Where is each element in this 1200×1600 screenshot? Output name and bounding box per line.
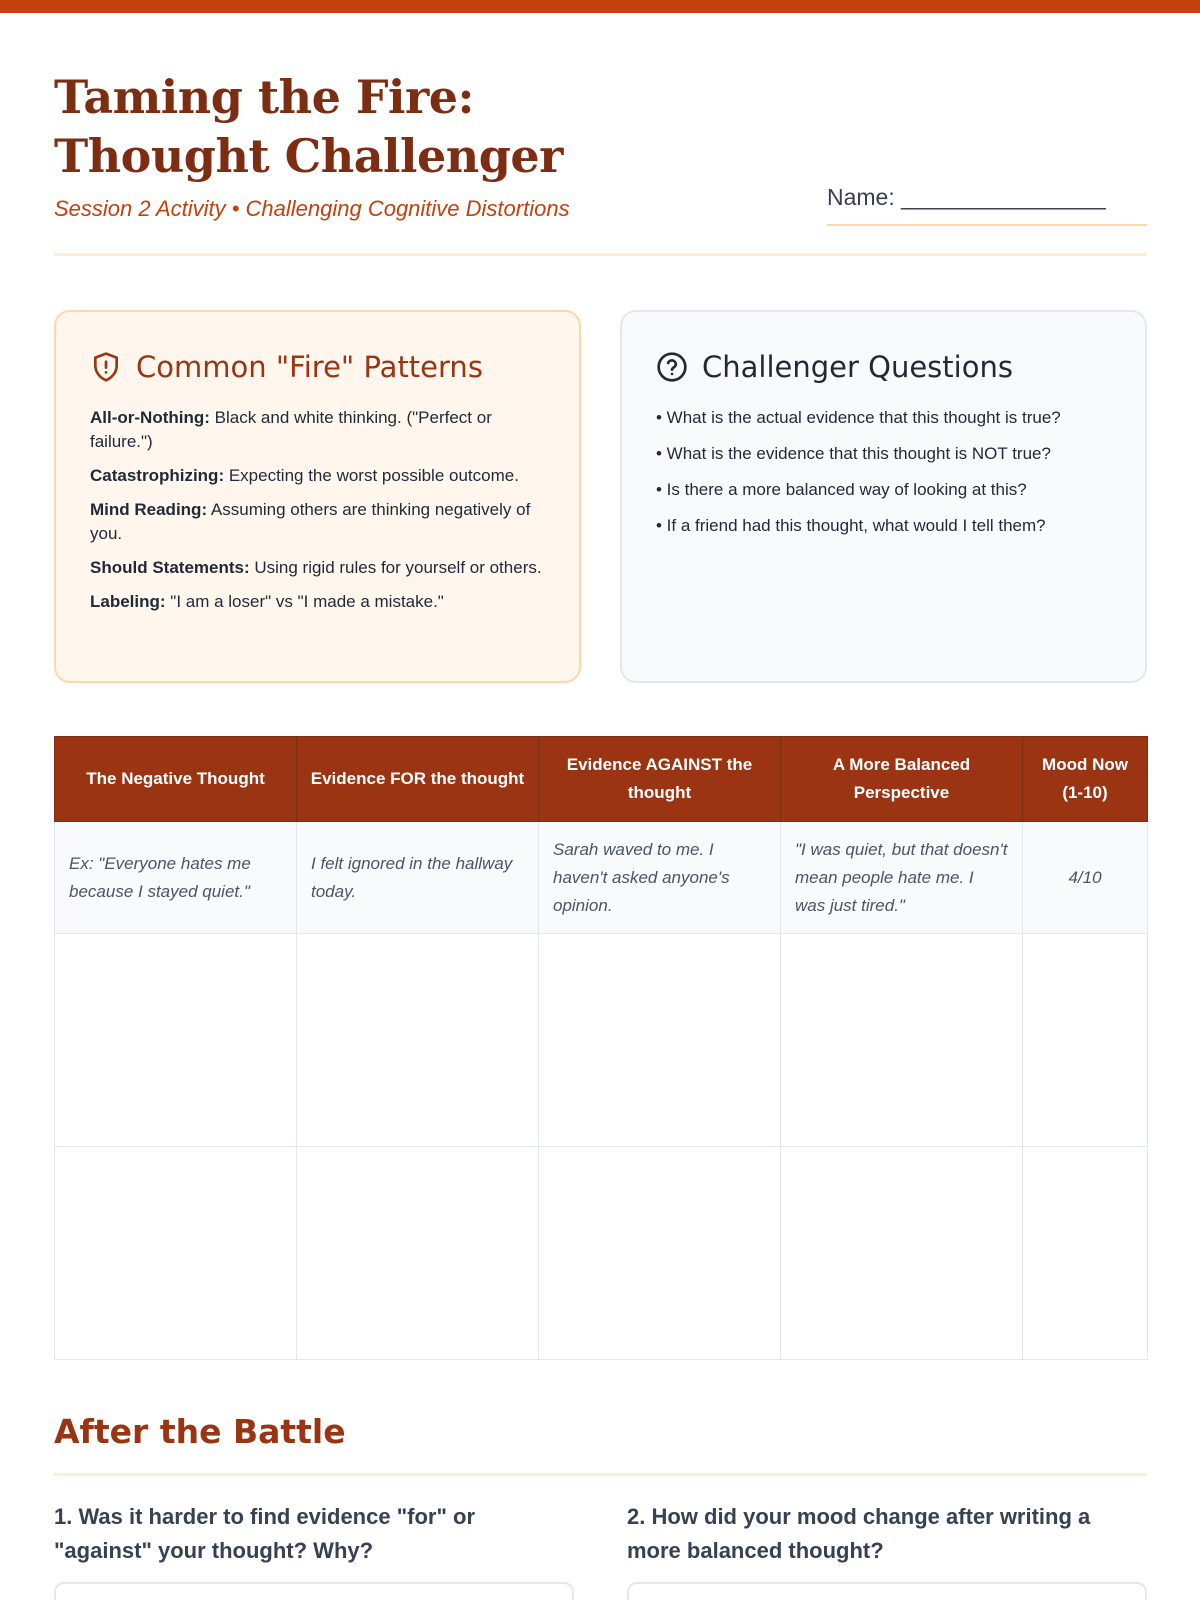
blank-cell[interactable] — [55, 934, 297, 1147]
column-header-negative-thought: The Negative Thought — [55, 737, 297, 822]
example-row — [55, 822, 1148, 934]
blank-cell[interactable] — [539, 934, 781, 1147]
question-item: • Is there a more balanced way of looking at this? — [656, 480, 1027, 499]
page-subtitle: Session 2 Activity • Challenging Cognitive Distortions — [54, 196, 570, 221]
pattern-item: All-or-Nothing: Black and white thinking. ("Perfect or failure.") — [90, 408, 492, 451]
blank-cell[interactable] — [297, 934, 539, 1147]
reflection-answer-box-2[interactable] — [627, 1582, 1147, 1600]
question-item: • What is the evidence that this thought is NOT true? — [656, 444, 1051, 463]
worksheet-header — [54, 68, 1147, 256]
pattern-item: Mind Reading: Assuming others are thinking negatively of you. — [90, 500, 531, 543]
reflection-answer-box-1[interactable] — [54, 1582, 574, 1600]
blank-row — [55, 934, 1148, 1147]
shield-alert-icon — [90, 351, 122, 383]
page-title: Taming the Fire: Thought Challenger — [54, 70, 563, 183]
blank-cell[interactable] — [297, 1147, 539, 1360]
name-field[interactable]: Name: ________________ — [827, 184, 1147, 226]
challenger-questions-card — [620, 310, 1147, 683]
pattern-item: Labeling: "I am a loser" vs "I made a mistake." — [90, 592, 444, 611]
fire-patterns-card — [54, 310, 581, 683]
column-header-evidence-for: Evidence FOR the thought — [297, 737, 539, 822]
pattern-item: Catastrophizing: Expecting the worst possible outcome. — [90, 466, 519, 485]
table-header-row — [55, 737, 1148, 822]
question-item: • If a friend had this thought, what would I tell them? — [656, 516, 1046, 535]
example-cell: I felt ignored in the hallway today. — [297, 822, 539, 934]
blank-cell[interactable] — [1023, 934, 1148, 1147]
challenger-questions-title: Challenger Questions — [702, 350, 1013, 384]
thought-record-table — [54, 736, 1148, 1360]
column-header-evidence-against: Evidence AGAINST the thought — [539, 737, 781, 822]
reflection-question-2: 2. How did your mood change after writing a more balanced thought? — [627, 1504, 1091, 1563]
example-mood-cell: 4/10 — [1023, 822, 1148, 934]
column-header-balanced-perspective: A More Balanced Perspective — [781, 737, 1023, 822]
blank-cell[interactable] — [1023, 1147, 1148, 1360]
blank-cell[interactable] — [781, 1147, 1023, 1360]
question-item: • What is the actual evidence that this thought is true? — [656, 408, 1061, 427]
pattern-item: Should Statements: Using rigid rules for yourself or others. — [90, 558, 542, 577]
blank-cell[interactable] — [55, 1147, 297, 1360]
example-cell: "I was quiet, but that doesn't mean people hate me. I was just tired." — [781, 822, 1023, 934]
top-accent-bar — [0, 0, 1200, 13]
example-cell: Sarah waved to me. I haven't asked anyone's opinion. — [539, 822, 781, 934]
fire-patterns-title: Common "Fire" Patterns — [136, 350, 483, 384]
reflection-section-title: After the Battle — [54, 1412, 1147, 1476]
example-cell: Ex: "Everyone hates me because I stayed quiet." — [55, 822, 297, 934]
question-circle-icon — [656, 351, 688, 383]
reflection-question-1: 1. Was it harder to find evidence "for" or "against" your thought? Why? — [54, 1504, 476, 1563]
column-header-mood: Mood Now (1-10) — [1023, 737, 1148, 822]
blank-row — [55, 1147, 1148, 1360]
blank-cell[interactable] — [539, 1147, 781, 1360]
blank-cell[interactable] — [781, 934, 1023, 1147]
